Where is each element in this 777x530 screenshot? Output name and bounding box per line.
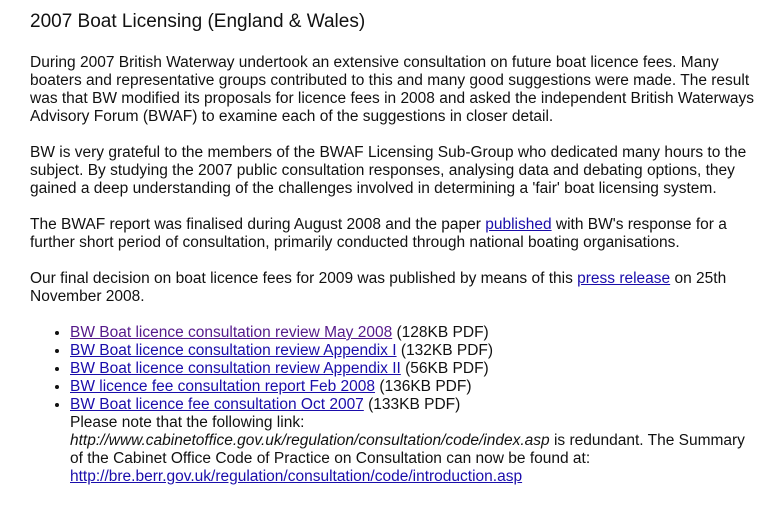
intro-paragraph: During 2007 British Waterway undertook an extensive consultation on future boat licence fees. Many boaters and representative groups contributed to this and many good suggestions were made. The result was that BW modified its proposals for licence fees in 2008 and asked the independent British Waterways Advisory Forum (BWAF) to examine each of the suggestions in closer detail. [30, 54, 755, 125]
report-feb-2008-link[interactable]: BW licence fee consultation report Feb 2008 [70, 378, 376, 395]
press-release-link[interactable]: press release [577, 270, 671, 287]
redundant-link-note [70, 414, 757, 486]
list-item [70, 324, 757, 342]
report-text-after: with BW's response for a further short period of consultation, primarily conducted through national boating organisations. [30, 216, 727, 251]
new-code-link[interactable]: http://bre.berr.gov.uk/regulation/consultation/code/introduction.asp [70, 468, 523, 485]
documents-list [30, 324, 757, 486]
note-text-after: is redundant. The Summary of the Cabinet Office Code of Practice on Consultation can now be found at: [70, 432, 745, 467]
file-size: (56KB PDF) [400, 360, 489, 377]
file-size: (133KB PDF) [363, 396, 461, 413]
list-item [70, 342, 757, 360]
file-size: (128KB PDF) [392, 324, 489, 341]
consultation-oct-2007-link[interactable]: BW Boat licence fee consultation Oct 2007 [70, 396, 364, 413]
decision-text-after: on 25th November 2008. [30, 270, 727, 305]
page-title: 2007 Boat Licensing (England & Wales) [30, 11, 366, 32]
list-item [70, 360, 757, 378]
review-appendix-ii-link[interactable]: BW Boat licence consultation review Appendix II [70, 360, 401, 377]
report-text-before: The BWAF report was finalised during August 2008 and the paper [30, 216, 486, 233]
file-size: (136KB PDF) [375, 378, 472, 395]
thanks-paragraph: BW is very grateful to the members of the BWAF Licensing Sub-Group who dedicated many hours to the subject. By studying the 2007 public consultation responses, analysing data and debating options, they gained a deep understanding of the challenges involved in determining a 'fair' boat licensing system. [30, 144, 747, 197]
list-item [70, 378, 757, 396]
review-may-2008-link[interactable]: BW Boat licence consultation review May 2008 [70, 324, 393, 341]
file-size: (132KB PDF) [396, 342, 494, 359]
list-item [70, 396, 757, 414]
decision-paragraph [30, 270, 757, 306]
published-link[interactable]: published [485, 216, 552, 233]
review-appendix-i-link[interactable]: BW Boat licence consultation review Appendix I [70, 342, 397, 359]
report-paragraph [30, 216, 757, 252]
decision-text-before: Our final decision on boat licence fees for 2009 was published by means of this [30, 270, 578, 287]
note-text-before: Please note that the following link: [70, 414, 305, 431]
old-url-text: http://www.cabinetoffice.gov.uk/regulation/consultation/code/index.asp [70, 432, 550, 449]
